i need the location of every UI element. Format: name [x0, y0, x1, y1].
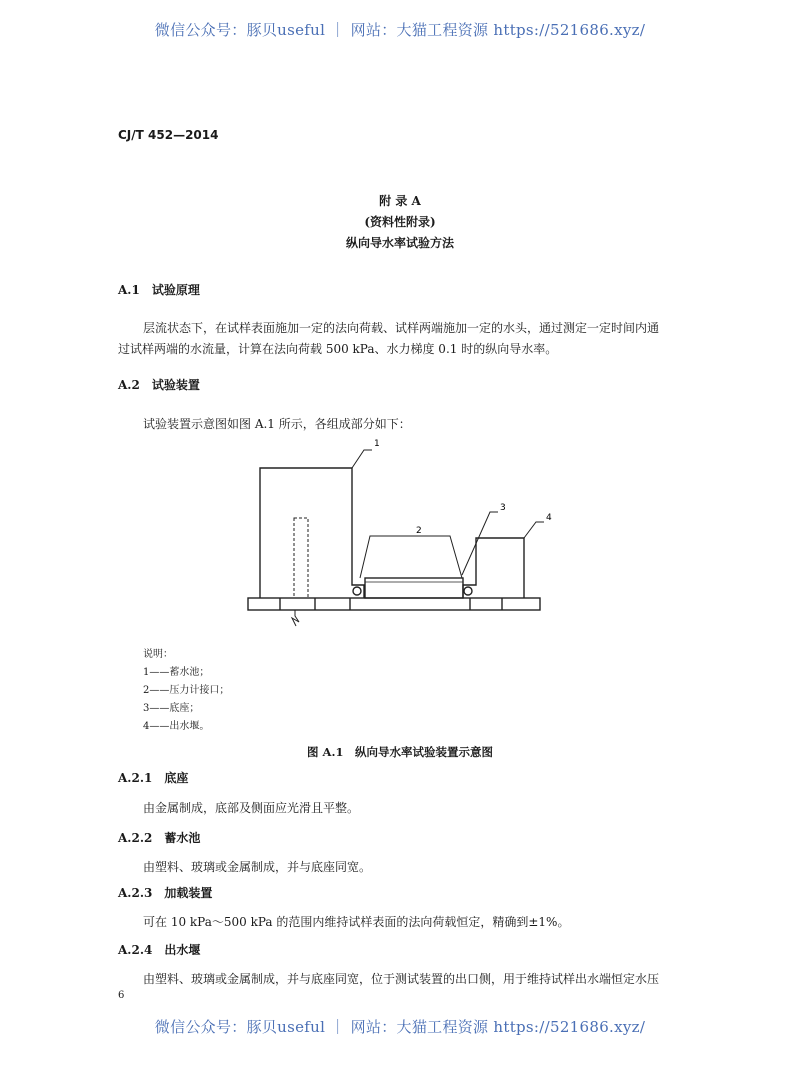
- callout-4: 4: [546, 513, 552, 523]
- section-a21-heading: A.2.1 底座: [118, 771, 189, 785]
- figure-legend-item: 3——底座；: [143, 703, 200, 714]
- figure-caption: 图 A.1 纵向导水率试验装置示意图: [307, 745, 493, 759]
- section-a23-text: 可在 10 kPa～500 kPa 的范围内维持试样表面的法向荷载恒定，精确到±1%。: [143, 915, 570, 929]
- callout-leader-1: [352, 450, 372, 468]
- section-a24-text: 由塑料、玻璃或金属制成，并与底座同宽，位于测试装置的出口侧，用于维持试样出水端恒定水压: [143, 972, 660, 986]
- figure-legend-title: 说明：: [143, 649, 173, 660]
- callout-2: 2: [416, 526, 422, 536]
- section-a22-text: 由塑料、玻璃或金属制成，并与底座同宽。: [143, 860, 372, 874]
- section-a1-line1: 层流状态下，在试样表面施加一定的法向荷载、试样两端施加一定的水头，通过测定一定时间内通: [143, 321, 660, 335]
- page-number: 6: [118, 990, 125, 1001]
- section-a22-heading: A.2.2 蓄水池: [118, 831, 201, 845]
- section-a21-text: 由金属制成，底部及侧面应光滑且平整。: [143, 801, 360, 815]
- appendix-subtitle: (资料性附录): [364, 215, 436, 229]
- appendix-name: 纵向导水率试验方法: [345, 236, 454, 250]
- figure-legend-item: 1——蓄水池；: [143, 667, 210, 678]
- reservoir-outline: [260, 468, 364, 598]
- base-plate: [248, 598, 540, 610]
- section-a1-heading: A.1 试验原理: [118, 283, 200, 297]
- apparatus-diagram: [240, 430, 560, 630]
- section-a1-line2: 过试样两端的水流量，计算在法向荷载 500 kPa、水力梯度 0.1 时的纵向导水率。: [118, 342, 558, 356]
- watermark-top: 微信公众号：豚贝useful ｜ 网站：大猫工程资源 https://521686.xyz/: [154, 21, 646, 39]
- callout-leader-4: [524, 522, 544, 538]
- document-id: CJ/T 452—2014: [118, 128, 219, 142]
- section-a2-intro: 试验装置示意图如图 A.1 所示，各组成部分如下：: [143, 417, 411, 431]
- watermark-bottom: 微信公众号：豚贝useful ｜ 网站：大猫工程资源 https://521686.xyz/: [154, 1018, 646, 1036]
- inlet-tube: [294, 518, 308, 598]
- pressure-port-left: [353, 587, 361, 595]
- figure-legend-item: 4——出水堰。: [143, 721, 210, 732]
- section-a24-heading: A.2.4 出水堰: [118, 943, 201, 957]
- callout-leader-2: [360, 536, 462, 578]
- callout-3: 3: [500, 503, 506, 513]
- section-a2-heading: A.2 试验装置: [118, 378, 200, 392]
- specimen: [365, 578, 463, 598]
- figure-legend-item: 2——压力计接口；: [143, 685, 230, 696]
- appendix-title: 附 录 A: [379, 194, 421, 208]
- section-a23-heading: A.2.3 加载装置: [118, 886, 213, 900]
- callout-1: 1: [374, 439, 380, 449]
- pressure-port-right: [464, 587, 472, 595]
- callout-leader-3: [462, 512, 498, 575]
